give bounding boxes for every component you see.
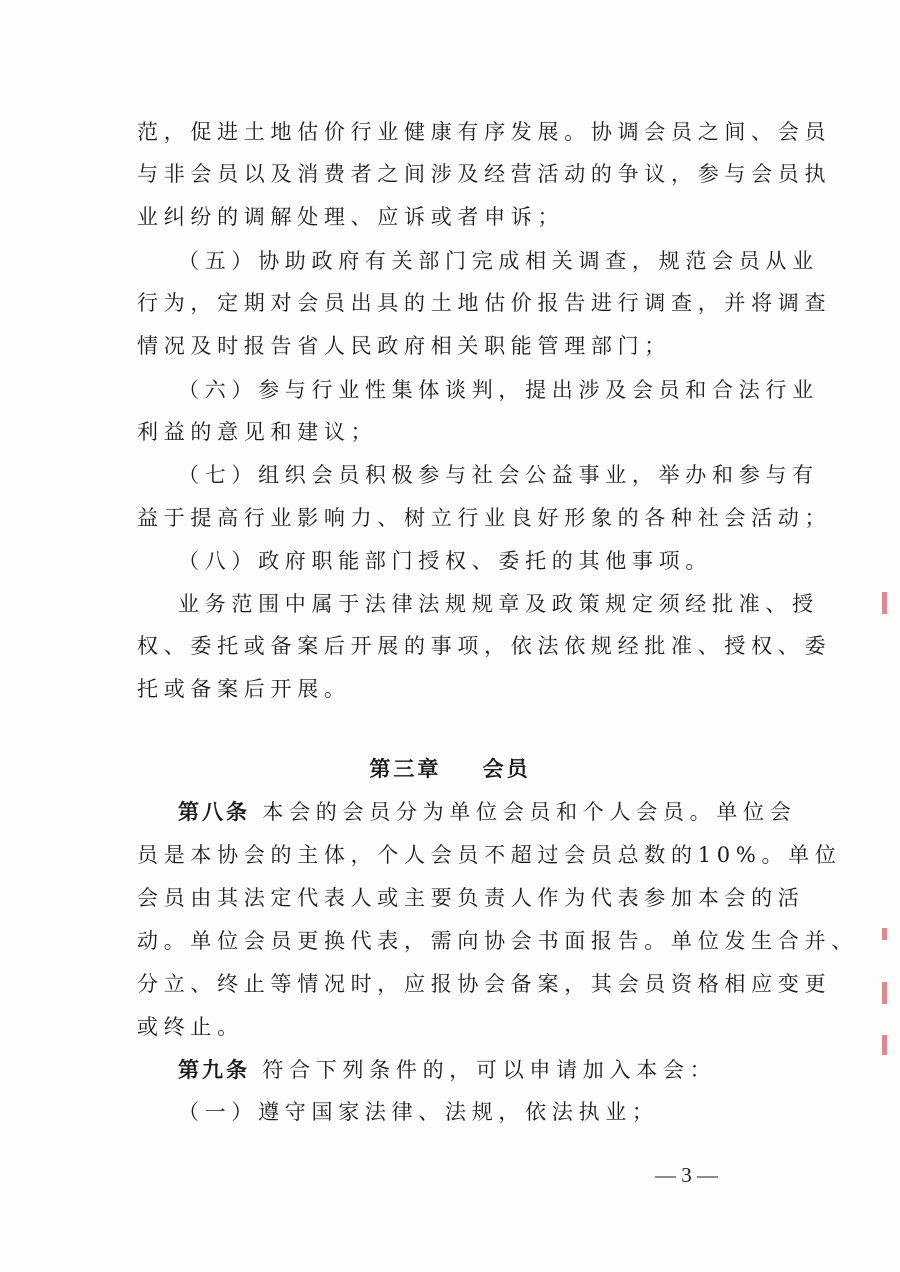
text-line: （七）组织会员积极参与社会公益事业，举办和参与有	[178, 463, 819, 487]
text-line: 托或备案后开展。	[137, 677, 351, 701]
article-9-text: 符合下列条件的，可以申请加入本会：	[262, 1058, 717, 1082]
chapter-heading: 第三章 会员	[369, 757, 531, 781]
text-line: 情况及时报告省人民政府相关职能管理部门；	[137, 334, 671, 358]
text-line: 与非会员以及消费者之间涉及经营活动的争议，参与会员执	[137, 162, 832, 186]
article-9-label: 第九条	[178, 1058, 250, 1082]
text-line: 或终止。	[137, 1015, 244, 1039]
text-line: （八）政府职能部门授权、委托的其他事项。	[178, 549, 712, 573]
text-line: 利益的意见和建议；	[137, 420, 378, 444]
text-line: （六）参与行业性集体谈判，提出涉及会员和合法行业	[178, 378, 819, 402]
page-number: — 3 —	[655, 1163, 718, 1187]
text-line: （一）遵守国家法律、法规，依法执业；	[178, 1100, 659, 1124]
text-line: 业务范围中属于法律法规规章及政策规定须经批准、授	[178, 592, 819, 616]
seal-edge-mark	[882, 982, 887, 1004]
seal-edge-mark	[882, 592, 887, 614]
text-line: 益于提高行业影响力、树立行业良好形象的各种社会活动；	[137, 506, 832, 530]
seal-edge-mark	[882, 928, 887, 940]
article-8-label: 第八条	[178, 800, 250, 824]
text-line: 会员由其法定代表人或主要负责人作为代表参加本会的活	[137, 886, 805, 910]
article-8-first-line	[178, 797, 796, 827]
seal-edge-mark	[882, 1035, 887, 1055]
text-line: 分立、终止等情况时，应报协会备案，其会员资格相应变更	[137, 972, 832, 996]
text-line: 业纠纷的调解处理、应诉或者申诉；	[137, 205, 565, 229]
article-8-text: 本会的会员分为单位会员和个人会员。单位会	[262, 800, 797, 824]
text-line: 员是本协会的主体，个人会员不超过会员总数的10%。单位	[137, 843, 842, 867]
text-line: 权、委托或备案后开展的事项，依法依规经批准、授权、委	[137, 634, 832, 658]
article-9-first-line	[178, 1055, 716, 1085]
text-line: 行为，定期对会员出具的土地估价报告进行调查，并将调查	[137, 291, 832, 315]
text-line: 动。单位会员更换代表，需向协会书面报告。单位发生合并、	[137, 929, 858, 953]
text-line: （五）协助政府有关部门完成相关调查，规范会员从业	[178, 249, 819, 273]
text-line: 范，促进土地估价行业健康有序发展。协调会员之间、会员	[137, 120, 832, 144]
